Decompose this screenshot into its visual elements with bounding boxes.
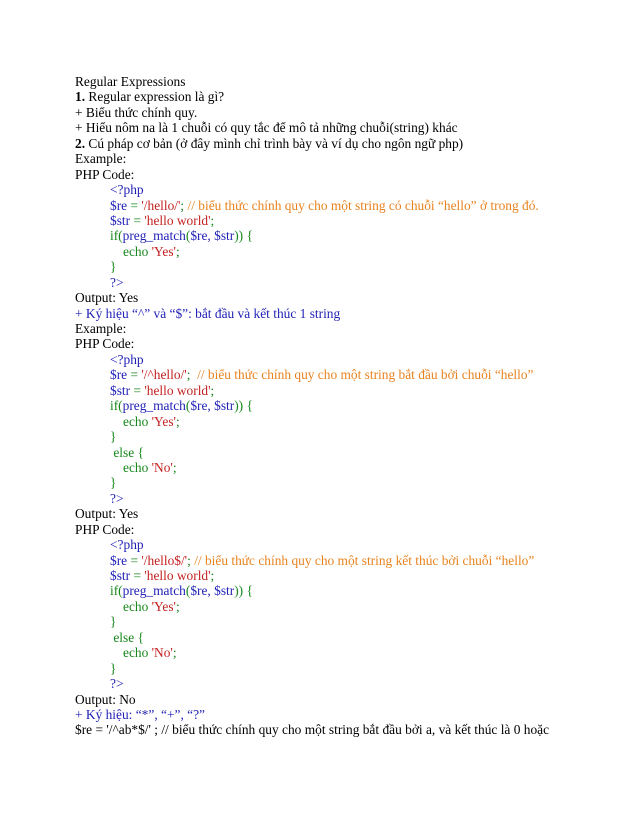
code-line-echo-no	[75, 460, 575, 475]
semicolon: ;	[210, 568, 215, 583]
code-line-re	[75, 198, 575, 213]
code-block-2	[75, 352, 575, 506]
if-keyword: if(	[110, 583, 123, 599]
brace-close: }	[110, 429, 117, 445]
code-line-if	[75, 228, 575, 243]
output-1: Output: Yes	[75, 290, 139, 306]
semicolon: ;	[180, 197, 185, 213]
semicolon: ;	[172, 645, 177, 661]
semicolon: ;	[186, 367, 191, 383]
paren-open: (	[185, 583, 191, 599]
var-re: $re	[110, 552, 128, 568]
semicolon: ;	[210, 382, 215, 398]
echo-keyword: echo	[123, 645, 152, 661]
code-line-str	[75, 568, 575, 583]
php-close-tag: ?>	[110, 676, 124, 692]
output-2: Output: Yes	[75, 506, 139, 522]
question-1-number: 1.	[75, 89, 86, 105]
last-line: $re = '/^ab*$/' ; // biểu thức chính quy cho một string bắt đầu bởi a, và kết thúc là 0 hoặc	[75, 722, 550, 738]
function-args: $re, $str	[190, 398, 235, 414]
else-line: else {	[110, 629, 144, 645]
assign: =	[130, 212, 145, 228]
section-quantifiers: + Ký hiệu: “*”, “+”, “?”	[75, 706, 205, 722]
php-open-tag: <?php	[110, 182, 144, 198]
assign: =	[127, 552, 142, 568]
regex-literal: '/hello$/'	[141, 552, 188, 568]
php-open-tag: <?php	[110, 351, 144, 367]
regex-literal: '/hello/'	[141, 197, 181, 213]
echo-value: 'No'	[151, 459, 173, 475]
definition-1: + Biểu thức chính quy.	[75, 104, 198, 120]
brace-close: }	[110, 614, 117, 630]
var-str: $str	[110, 568, 131, 583]
question-1	[75, 89, 575, 104]
semicolon: ;	[175, 243, 180, 259]
code-block-1	[75, 182, 575, 290]
php-close-tag: ?>	[110, 274, 124, 290]
php-code-label-2: PHP Code:	[75, 336, 135, 352]
example-label: Example:	[75, 151, 127, 167]
string-literal: 'hello world'	[144, 212, 211, 228]
brace-close: }	[110, 475, 117, 491]
php-code-label: PHP Code:	[75, 166, 135, 182]
assign: =	[130, 382, 145, 398]
regex-literal: '/^hello/'	[141, 367, 187, 383]
paren-close: )) {	[234, 228, 253, 244]
code-line-str	[75, 213, 575, 228]
echo-keyword: echo	[123, 459, 152, 475]
code-line-str	[75, 383, 575, 398]
echo-keyword: echo	[123, 598, 152, 614]
semicolon: ;	[210, 212, 215, 228]
section-anchors: + Ký hiệu “^” và “$”: bắt đầu và kết thúc 1 string	[75, 305, 341, 321]
semicolon: ;	[175, 413, 180, 429]
paren-open: (	[185, 398, 191, 414]
code-comment: // biểu thức chính quy cho một string bắt đầu bởi chuỗi “hello”	[190, 367, 534, 383]
code-comment: // biểu thức chính quy cho một string kết thúc bởi chuỗi “hello”	[190, 552, 535, 568]
function-args: $re, $str	[190, 228, 235, 244]
var-re: $re	[110, 197, 128, 213]
if-keyword: if(	[110, 228, 123, 244]
code-line-echo	[75, 244, 575, 259]
code-line-re	[75, 367, 575, 382]
code-line-if	[75, 583, 575, 598]
assign: =	[127, 197, 142, 213]
echo-keyword: echo	[123, 413, 152, 429]
function-name: preg_match	[122, 398, 186, 414]
code-block-3	[75, 537, 575, 691]
semicolon: ;	[175, 598, 180, 614]
example-label-2: Example:	[75, 321, 127, 336]
output-3: Output: No	[75, 691, 136, 707]
question-2-text: Cú pháp cơ bản (ở đây mình chỉ trình bày và ví dụ cho ngôn ngữ php)	[85, 135, 464, 151]
php-close-tag: ?>	[110, 490, 124, 506]
code-line-echo-yes	[75, 599, 575, 614]
brace-close: }	[110, 259, 117, 275]
doc-title: Regular Expressions	[75, 74, 186, 89]
if-keyword: if(	[110, 398, 123, 414]
var-re: $re	[110, 367, 128, 383]
else-line: else {	[110, 444, 144, 460]
echo-value: 'Yes'	[151, 243, 176, 259]
code-line-if	[75, 398, 575, 413]
echo-value: 'No'	[151, 645, 173, 661]
var-str: $str	[110, 212, 131, 228]
code-line-echo-no	[75, 645, 575, 660]
assign: =	[127, 367, 142, 383]
echo-keyword: echo	[123, 243, 152, 259]
function-name: preg_match	[122, 583, 186, 599]
php-code-label-3: PHP Code:	[75, 521, 135, 537]
semicolon: ;	[172, 459, 177, 475]
var-str: $str	[110, 382, 131, 398]
string-literal: 'hello world'	[144, 568, 211, 583]
document-body	[75, 74, 575, 738]
semicolon: ;	[187, 552, 191, 568]
paren-close: )) {	[234, 583, 253, 599]
echo-value: 'Yes'	[151, 413, 176, 429]
brace-close: }	[110, 660, 117, 676]
question-2-number: 2.	[75, 135, 86, 151]
php-open-tag: <?php	[110, 537, 144, 553]
function-name: preg_match	[122, 228, 186, 244]
code-line-re	[75, 553, 575, 568]
question-1-text: Regular expression là gì?	[85, 89, 225, 105]
code-line-echo-yes	[75, 414, 575, 429]
question-2	[75, 136, 575, 151]
function-args: $re, $str	[190, 583, 235, 599]
code-comment: // biểu thức chính quy cho một string có chuỗi “hello” ở trong đó.	[184, 197, 539, 213]
definition-2: + Hiểu nôm na là 1 chuỗi có quy tắc để mô tả những chuỗi(string) khác	[75, 120, 458, 136]
assign: =	[130, 568, 145, 583]
paren-open: (	[185, 228, 191, 244]
echo-value: 'Yes'	[151, 598, 176, 614]
string-literal: 'hello world'	[144, 382, 211, 398]
paren-close: )) {	[234, 398, 253, 414]
